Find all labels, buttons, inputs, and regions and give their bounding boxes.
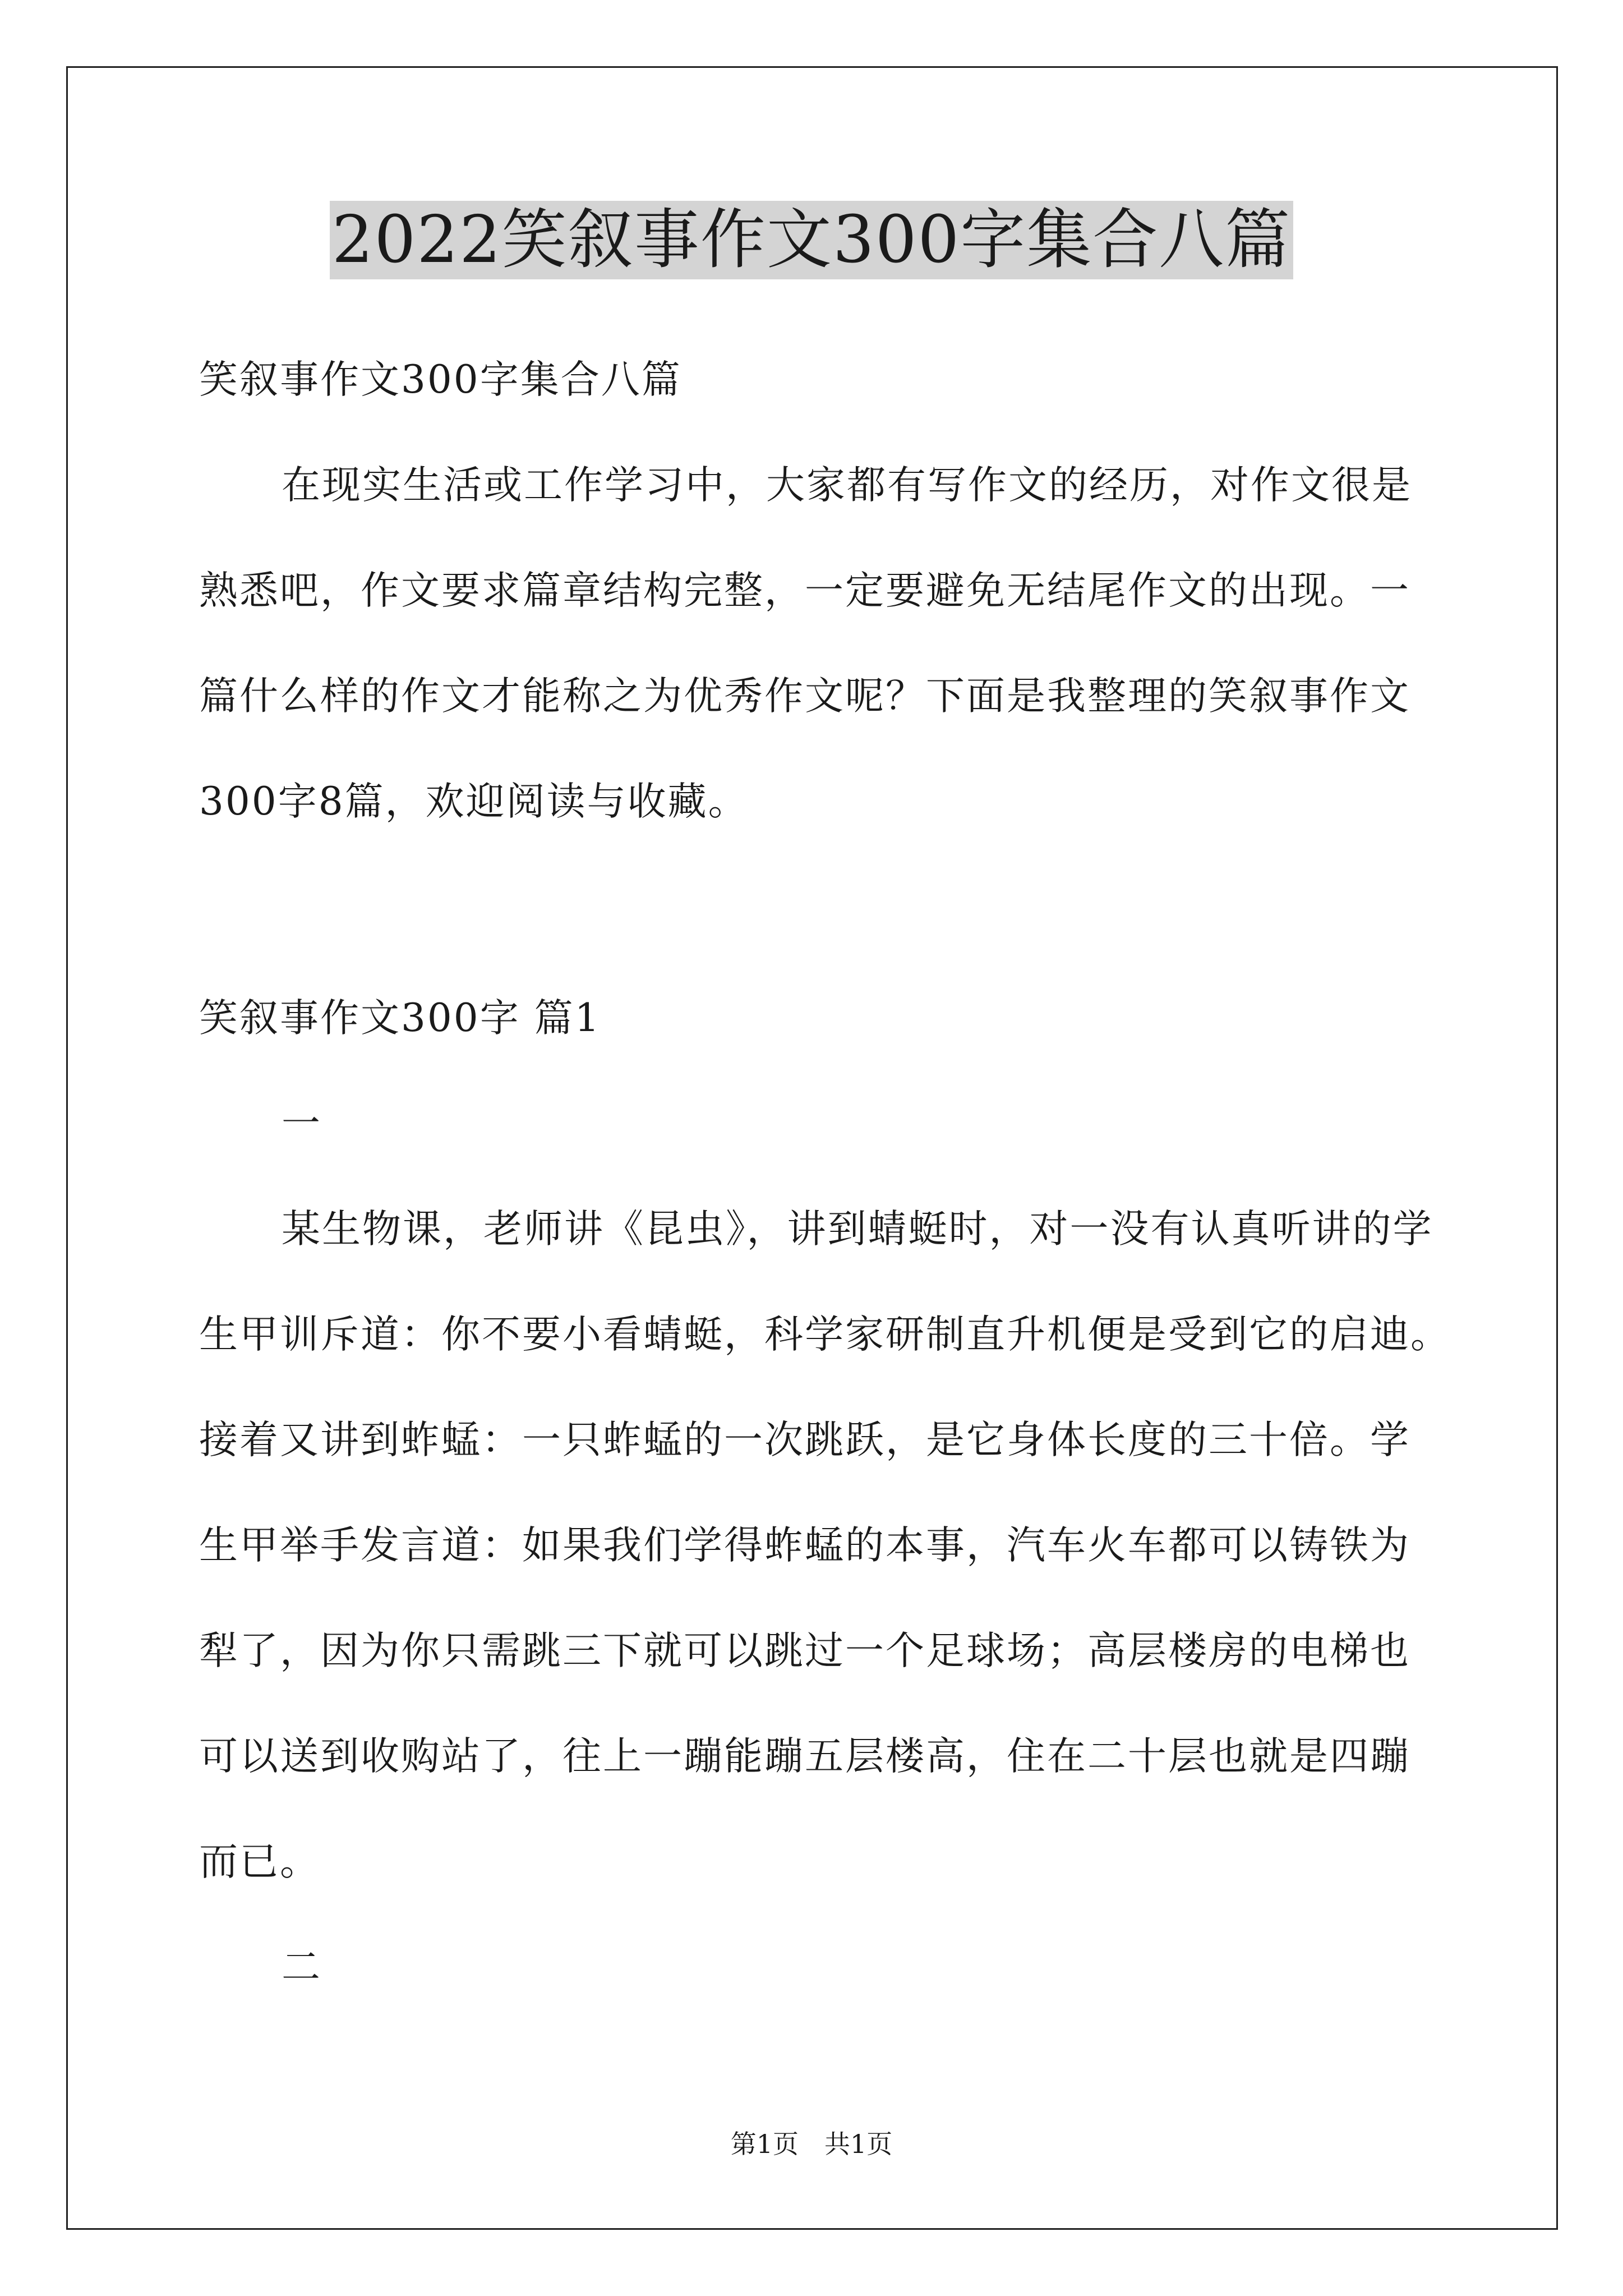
paragraph-line-7: 而已。 [199, 1839, 320, 1884]
intro-line-1: 在现实生活或工作学习中，大家都有写作文的经历，对作文很是 [282, 463, 1412, 508]
page-count: 共1页 [824, 2129, 893, 2159]
paragraph-line-1: 某生物课，老师讲《昆虫》，讲到蜻蜓时，对一没有认真听讲的学 [282, 1207, 1433, 1251]
paragraph-line-5: 犁了，因为你只需跳三下就可以跳过一个足球场；高层楼房的电梯也 [199, 1628, 1410, 1673]
part-one-marker: 一 [282, 1101, 322, 1146]
intro-line-2: 熟悉吧，作文要求篇章结构完整，一定要避免无结尾作文的出现。一 [199, 568, 1410, 613]
paragraph-line-6: 可以送到收购站了，往上一蹦能蹦五层楼高，住在二十层也就是四蹦 [199, 1734, 1410, 1779]
paragraph-line-2: 生甲训斥道：你不要小看蜻蜓，科学家研制直升机便是受到它的启迪。 [199, 1312, 1451, 1357]
paragraph-line-4: 生甲举手发言道：如果我们学得蚱蜢的本事，汽车火车都可以铸铁为 [199, 1523, 1410, 1568]
paragraph-line-3: 接着又讲到蚱蜢：一只蚱蜢的一次跳跃，是它身体长度的三十倍。学 [199, 1418, 1410, 1462]
subtitle: 笑叙事作文300字集合八篇 [199, 357, 682, 402]
page-number: 第1页 [730, 2129, 799, 2159]
intro-line-4: 300字8篇，欢迎阅读与收藏。 [199, 779, 749, 824]
title-container [0, 201, 1623, 279]
page-footer [0, 2127, 1623, 2161]
section-heading: 笑叙事作文300字 篇1 [199, 996, 601, 1041]
part-two-marker: 二 [282, 1945, 322, 1990]
document-title: 2022笑叙事作文300字集合八篇 [330, 201, 1294, 279]
intro-line-3: 篇什么样的作文才能称之为优秀作文呢？下面是我整理的笑叙事作文 [199, 674, 1410, 719]
